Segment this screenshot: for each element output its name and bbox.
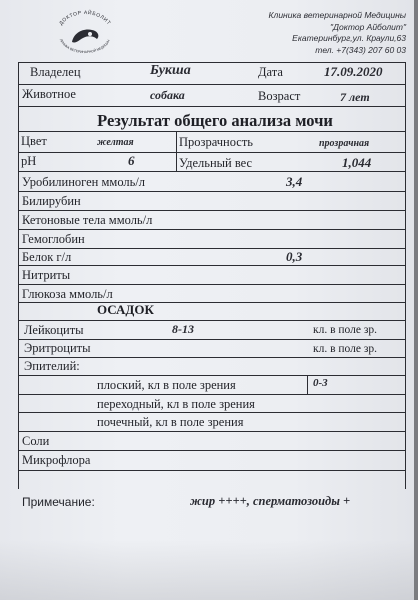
epithelium-transitional-label: переходный, кл в поле зрения (97, 397, 255, 411)
owner-label: Владелец (30, 65, 81, 79)
epithelium-label: Эпителий: (24, 359, 80, 373)
note-label: Примечание: (22, 495, 95, 509)
ph-value: 6 (128, 153, 135, 168)
row-line (18, 375, 406, 376)
ph-label: pH (21, 154, 37, 168)
animal-label: Животное (22, 87, 76, 101)
urobilinogen-value: 3,4 (286, 174, 303, 189)
row-line (18, 320, 406, 321)
row-line (18, 229, 406, 230)
note-value: жир ++++, сперматозоиды + (190, 494, 351, 508)
row-line (18, 302, 406, 303)
gravity-value: 1,044 (342, 155, 372, 170)
row-line (18, 171, 406, 172)
epithelium-renal-label: почечный, кл в поле зрения (97, 415, 244, 429)
row-line (18, 210, 406, 211)
leukocytes-unit: кл. в поле зр. (313, 324, 378, 336)
leukocytes-label: Лейкоциты (24, 323, 84, 337)
row-line (18, 450, 406, 451)
date-value: 17.09.2020 (324, 64, 383, 79)
clinic-name: Клиника ветеринарной Медицины (268, 10, 406, 20)
animal-value: собака (150, 88, 185, 102)
microflora-label: Микрофлора (22, 453, 91, 467)
svg-text:ДОКТОР АЙБОЛИТ (58, 8, 111, 26)
urobilinogen-label: Уробилиноген ммоль/л (22, 175, 146, 189)
clarity-label: Прозрачность (179, 135, 254, 149)
col-divider (307, 375, 308, 394)
leukocytes-value: 8-13 (172, 322, 194, 336)
color-value: желтая (97, 137, 134, 148)
age-value: 7 лет (340, 90, 370, 104)
frame-left (18, 62, 19, 489)
background-edge (414, 0, 418, 600)
logo-bottom-text: ЛИНИКА ВЕТЕРИНАРНОЙ МЕДИЦИН (58, 38, 111, 55)
erythrocytes-label: Эритроциты (24, 341, 91, 355)
clinic-logo (50, 8, 120, 58)
nitrites-label: Нитриты (22, 268, 71, 282)
owner-value: Букша (150, 63, 191, 78)
epithelium-flat-value: 0-3 (313, 377, 328, 389)
sediment-heading: ОСАДОК (97, 302, 154, 317)
clinic-info (269, 10, 406, 56)
age-label: Возраст (258, 89, 301, 103)
row-line (18, 106, 406, 107)
clarity-value: прозрачная (319, 138, 370, 149)
bilirubin-label: Билирубин (22, 194, 81, 208)
glucose-label: Глюкоза ммоль/л (22, 287, 113, 301)
row-line (18, 412, 406, 413)
shadow-overlay (0, 540, 414, 600)
color-label: Цвет (21, 134, 47, 148)
protein-label: Белок г/л (22, 250, 72, 264)
row-line (18, 131, 406, 132)
clinic-address: Екатеринбург,ул. Краули,63 (292, 33, 406, 43)
row-line (18, 84, 406, 85)
col-divider (176, 131, 177, 171)
row-line (18, 357, 406, 358)
gravity-label: Удельный вес (179, 156, 253, 170)
hemoglobin-label: Гемоглобин (22, 232, 85, 246)
row-line (18, 191, 406, 192)
erythrocytes-unit: кл. в поле зр. (313, 343, 378, 355)
row-line (18, 284, 406, 285)
row-line (18, 152, 406, 153)
row-line (18, 394, 406, 395)
row-line (18, 62, 406, 63)
clinic-name-quoted: "Доктор Айболит" (330, 21, 406, 32)
logo-top-text: ДОКТОР АЙБОЛИТ (58, 9, 112, 27)
row-line (18, 339, 406, 340)
row-line (18, 248, 406, 249)
date-label: Дата (258, 65, 283, 79)
ketones-label: Кетоновые тела ммоль/л (22, 213, 153, 227)
epithelium-flat-label: плоский, кл в поле зрения (97, 378, 236, 392)
clinic-phone: тел. +7(343) 207 60 03 (315, 44, 406, 55)
row-line (18, 265, 406, 266)
row-line (18, 470, 406, 471)
salts-label: Соли (22, 434, 50, 448)
page-title: Результат общего анализа мочи (97, 111, 333, 130)
protein-value: 0,3 (286, 249, 303, 264)
row-line (18, 431, 406, 432)
